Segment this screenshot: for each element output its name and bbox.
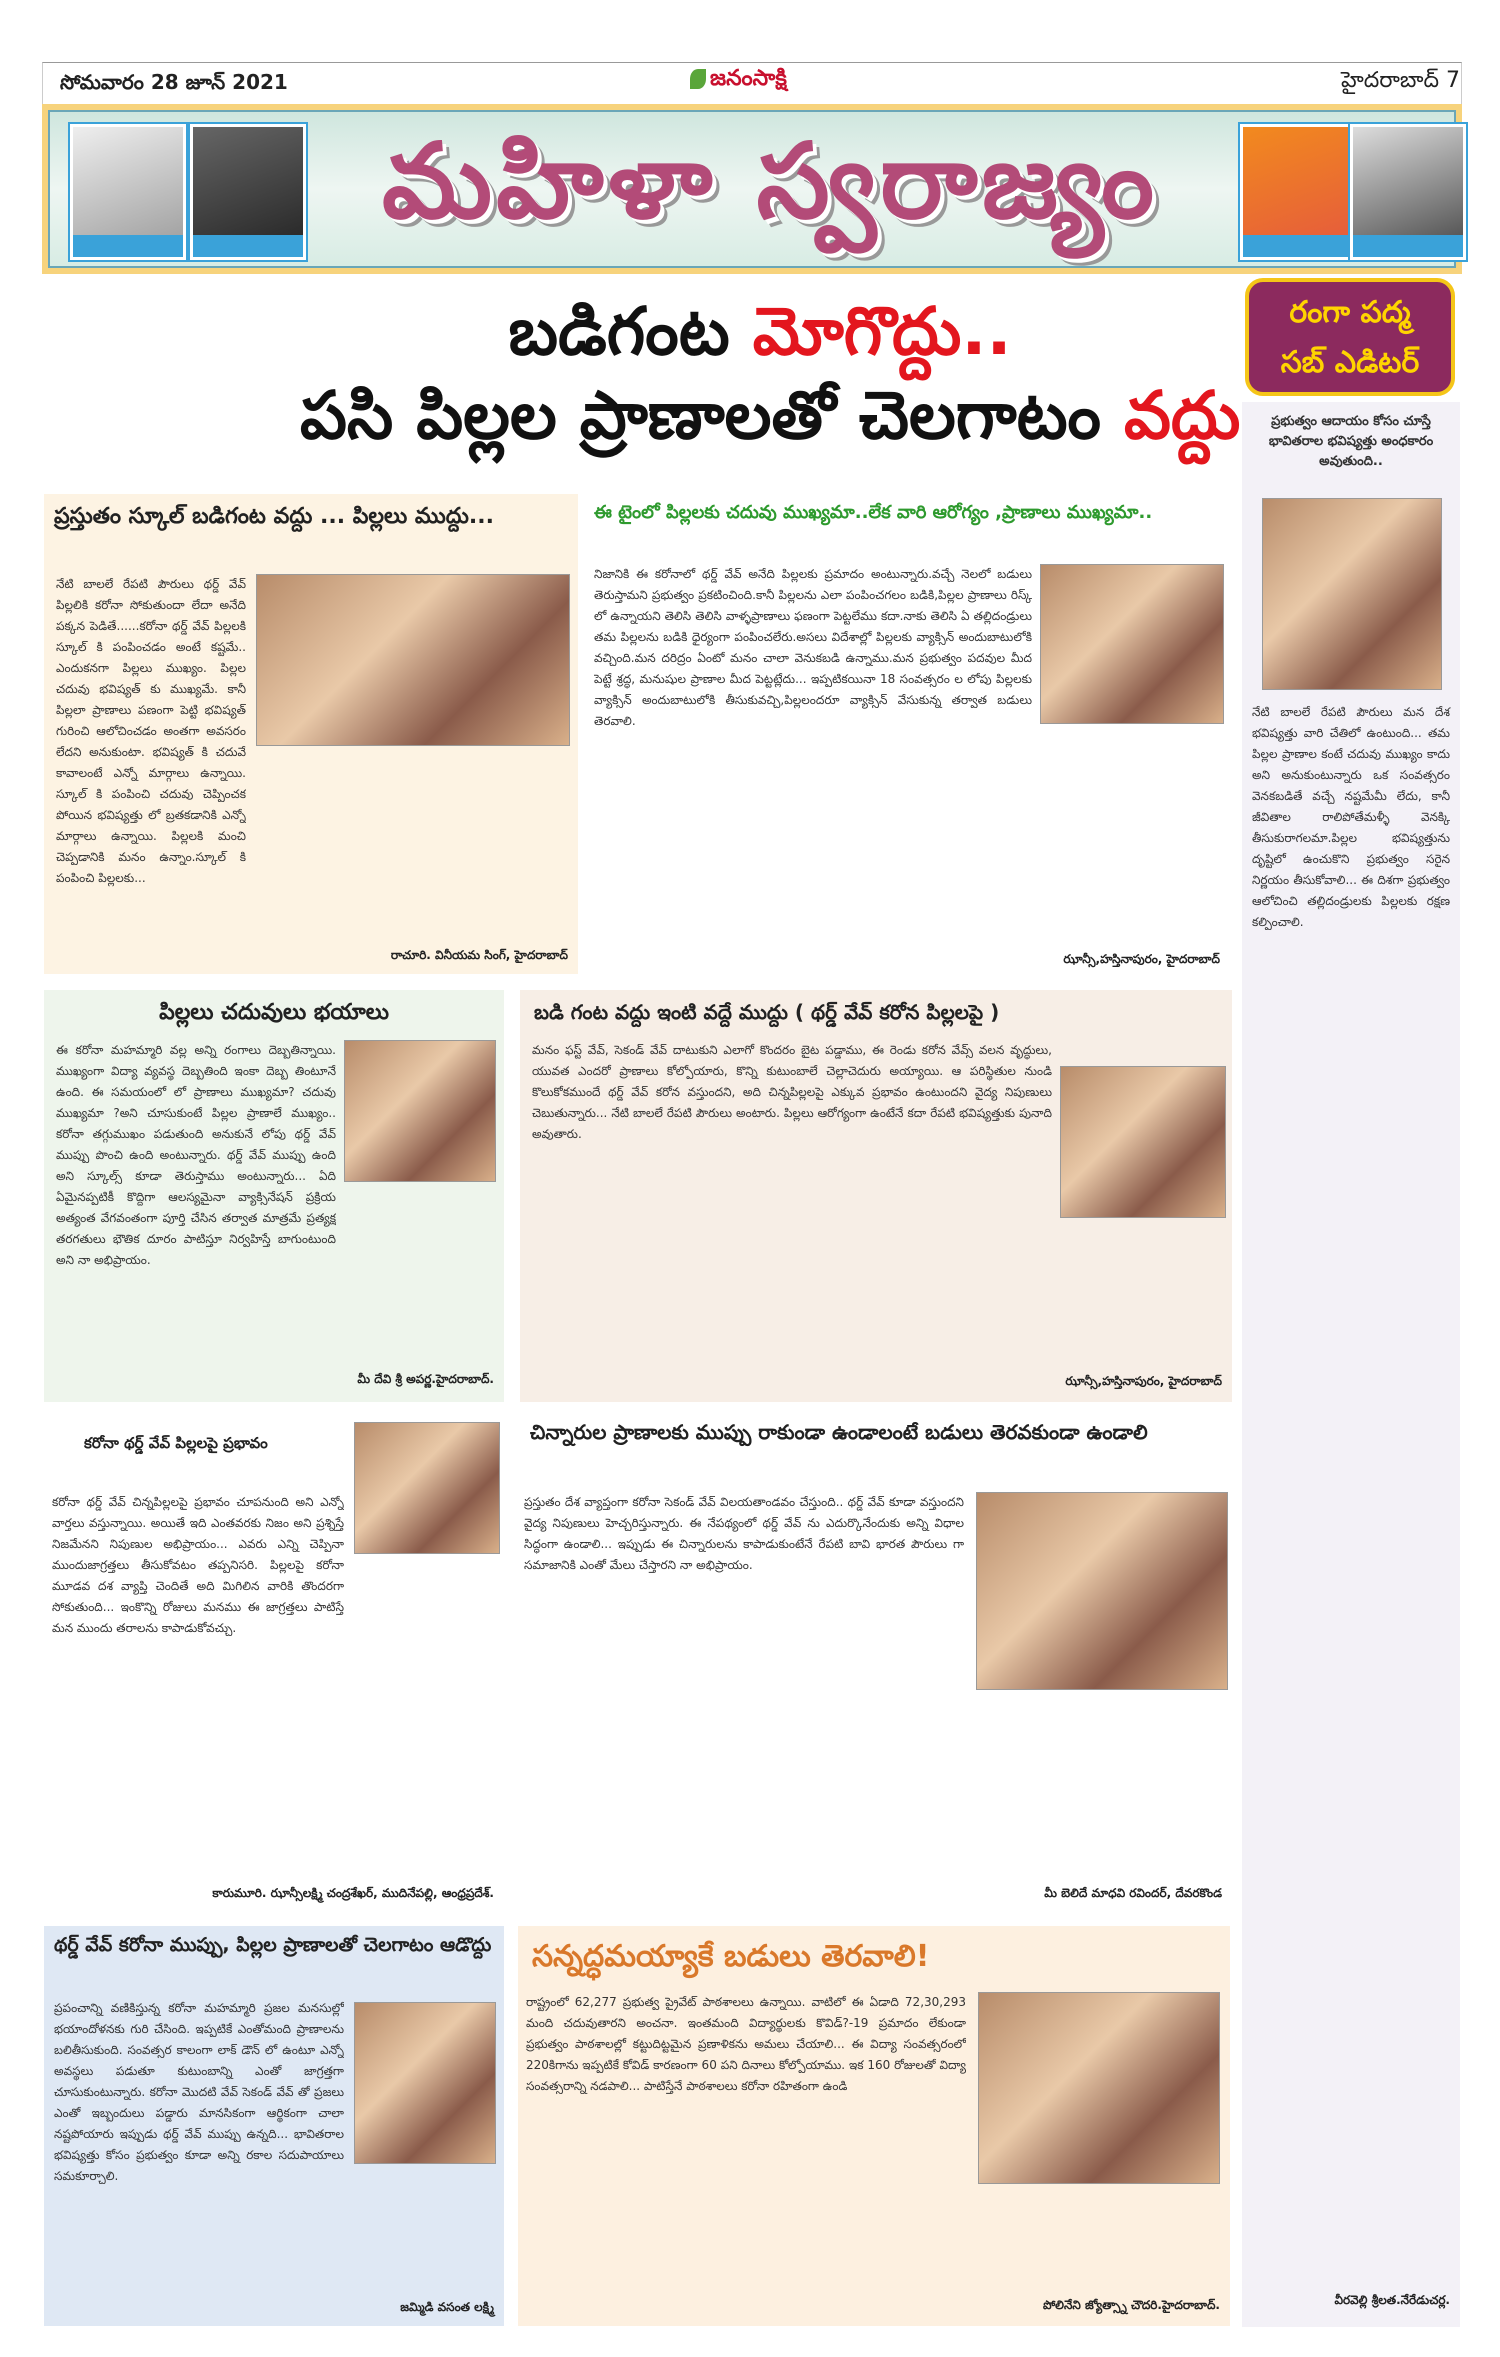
city-page-number: హైదరాబాద్ 7: [1341, 68, 1460, 93]
editor-badge: [1245, 278, 1455, 396]
article-title: ప్రస్తుతం స్కూల్ బడిగంట వద్దు ... పిల్లలు ముద్దు...: [54, 504, 494, 529]
pull-quote: ప్రభుత్వం ఆదాయం కోసం చూస్తే భావితరాల భవిష్యత్తు అంధకారం అవుతుంది..: [1268, 414, 1434, 469]
article-7: [44, 1926, 504, 2326]
article-photo: [978, 1992, 1220, 2184]
article-8: [518, 1926, 1230, 2326]
editor-name: రంగా పద్మ: [1289, 295, 1411, 330]
article-photo: [976, 1492, 1228, 1690]
article-signature: మీ బెలిదే మాధవి రవిందర్, దేవరకొండ: [1044, 1886, 1222, 1900]
article-body: కరోనా థర్డ్ వేవ్ చిన్నపిల్లలపై ప్రభావం చూపనుంది అని ఎన్నో వార్తలు వస్తున్నాయి. అయితే ఇది ఎంతవరకు నిజం అని ప్రశ్నిస్తే నిజమేనని నిపుణుల అభిప్రాయం... ఎవరు ఎన్ని చెప్పినా ముందుజాగ్రత్తలు తీసుకోవటం తప్పనిసరి. పిల్లలపై కరోనా మూడవ దశ వ్యాప్తి చెందితే అది మిగిలిన వారికి తొందరగా సోకుతుంది... ఇంకొన్ని రోజులు మనము ఈ జాగ్రత్తలు పాటిస్తే మన ముందు తరాలను కాపాడుకోవచ్చు.: [52, 1495, 344, 1635]
article-photo: [1060, 1066, 1226, 1218]
article-title: పిల్లలు చదువులు భయాలు: [159, 1000, 389, 1025]
article-body: ఈ కరోనా మహమ్మారి వల్ల అన్ని రంగాలు దెబ్బతిన్నాయి. ముఖ్యంగా విద్యా వ్యవస్థ దెబ్బతింది ఇంకా దెబ్బ తింటూనే ఉంది. ఈ సమయంలో లో ప్రాణాలు ముఖ్యమా? చదువు ముఖ్యమా ?అని చూసుకుంటే పిల్లల ప్రాణాలే ముఖ్యం.. కరోనా తగ్గుముఖం పడుతుంది అనుకునే లోపు థర్డ్ వేవ్ ముప్పు పొంచి ఉంది అంటున్నారు. థర్డ్ వేవ్ ముప్పు ఉంది అని స్కూల్స్ కూడా తెరుస్తాము అంటున్నారు... ఏది ఏమైనప్పటికీ కొద్దిగా ఆలస్యమైనా వ్యాక్సినేషన్ ప్రక్రియ అత్యంత వేగవంతంగా పూర్తి చేసిన తర్వాత మాత్రమే ప్రత్యక్ష తరగతులు భౌతిక దూరం పాటిస్తూ నిర్వహిస్తే బాగుంటుంది అని నా అభిప్రాయం.: [56, 1043, 336, 1267]
article-2: [590, 494, 1230, 974]
article-signature: మీ దేవి శ్రీ అపర్ణ.హైదరాబాద్.: [357, 1372, 494, 1386]
article-title: బడి గంట వద్దు ఇంటి వద్దే ముద్దు ( థర్డ్ వేవ్ కరోన పిల్లలపై ): [534, 1000, 1000, 1024]
family-photo: [1262, 498, 1442, 690]
article-body: ప్రస్తుతం దేశ వ్యాప్తంగా కరోనా సెకండ్ వేవ్ విలయతాండవం చేస్తుంది.. థర్డ్ వేవ్ కూడా వస్తుందని వైద్య నిపుణులు హెచ్చరిస్తున్నారు. ఈ నేపథ్యంలో థర్డ్ వేవ్ ను ఎదుర్కొనేందుకు అన్ని విధాల సిద్ధంగా ఉండాలి... ఇప్పుడు ఈ చిన్నారులను కాపాడుకుంటేనే రేపటి బావి భారత పౌరులు గా సమాజానికి ఎంతో మేలు చేస్తారని నా అభిప్రాయం.: [524, 1495, 964, 1572]
article-1: [44, 494, 578, 974]
article-title: కరోనా థర్డ్ వేవ్ పిల్లలపై ప్రభావం: [84, 1434, 268, 1452]
newspaper-logo: [690, 66, 787, 96]
article-signature: జమ్మిడి వసంత లక్ష్మి: [400, 2300, 494, 2314]
article-photo: [354, 2002, 496, 2164]
article-photo: [256, 574, 570, 746]
article-4: [520, 990, 1232, 1402]
section-banner: [42, 104, 1462, 274]
section-title: మహిళా స్వరాజ్యం: [382, 120, 1158, 242]
portrait-image-3: [1240, 124, 1356, 260]
article-title: థర్డ్ వేవ్ కరోనా ముప్పు, పిల్లల ప్రాణాలతో చెలగాటం ఆడొద్దు: [54, 1934, 492, 1956]
portrait-image-2: [190, 124, 306, 260]
article-title: చిన్నారుల ప్రాణాలకు ముప్పు రాకుండా ఉండాలంటే బడులు తెరవకుండా ఉండాలి: [530, 1420, 1148, 1444]
logo-text: జనంసాక్షి: [710, 66, 787, 91]
article-body: నేటి బాలలే రేపటి పౌరులు మన దేశ భవిష్యత్తు వారి చేతిలో ఉంటుంది... తమ పిల్లల ప్రాణాల కంటే చదువు ముఖ్యం కాదు అని అనుకుంటున్నారు ఒక సంవత్సరం వెనకబడితే వచ్చే నష్టమేమీ లేదు, కానీ జీవితాల రాలిపోతేమళ్ళీ వెనక్కి తీసుకురాగలమా.పిల్లల భవిష్యత్తును దృష్టిలో ఉంచుకొని ప్రభుత్వం సరైన నిర్ణయం తీసుకోవాలి... ఈ దిశగా ప్రభుత్వం ఆలోచించి తల్లిదండ్రులకు పిల్లలకు రక్షణ కల్పించాలి.: [1252, 705, 1450, 929]
article-body: నిజానికి ఈ కరోనాలో థర్డ్ వేవ్ అనేది పిల్లలకు ప్రమాదం అంటున్నారు.వచ్చే నెలలో బడులు తెరుస్తామని ప్రభుత్వం ప్రకటించింది.కానీ పిల్లలను ఎలా పంపించగలం బడికి,పిల్లల ప్రాణాలు రిస్క్ లో ఉన్నాయని తెలిసి తెలిసి వాళ్ళప్రాణాలు ఫణంగా పెట్టలేము కదా.నాకు తెలిసి ఏ తల్లిదండ్రులు తమ పిల్లలను బడికి ధైర్యంగా పంపించలేరు.అసలు విదేశాల్లో పిల్లలకు వ్యాక్సిన్ అందుబాటులోకి వచ్చింది.మన దరిద్రం ఏంటో మనం చాలా వెనుకబడి ఉన్నాము.మన ప్రభుత్వం పదవుల మీద పెట్టే శ్రద్ధ, మనుషుల ప్రాణాల మీద పెట్టట్లేదు... ఇప్పటికయినా 18 సంవత్సరం ల లోపు పిల్లలకు వ్యాక్సిన్ అందుబాటులోకి తీసుకువచ్చి,పిల్లలందరూ వ్యాక్సిన్ వేసుకున్న తర్వాత బడులు తెరవాలి.: [594, 567, 1032, 728]
leaf-icon: [690, 69, 706, 89]
portrait-image-4: [1350, 124, 1466, 260]
article-5: [44, 1412, 504, 1912]
article-photo: [1040, 564, 1224, 724]
editor-role: సబ్ ఎడిటర్: [1280, 345, 1420, 380]
article-photo: [344, 1040, 496, 1182]
article-body: ప్రపంచాన్ని వణికిస్తున్న కరోనా మహమ్మారి ప్రజల మనసుల్లో భయాందోళనకు గురి చేసింది. ఇప్పటికే ఎంతోమంది ప్రాణాలను బలితీసుకుంది. సంవత్సర కాలంగా లాక్ డౌన్ లో ఉంటూ ఎన్నో అవస్థలు పడుతూ కుటుంబాన్ని ఎంతో జాగ్రత్తగా చూసుకుంటున్నారు. కరోనా మొదటి వేవ్ సెకండ్ వేవ్ తో ప్రజలు ఎంతో ఇబ్బందులు పడ్డారు మానసికంగా ఆర్థికంగా చాలా నష్టపోయారు ఇప్పుడు థర్డ్ వేవ్ ముప్పు ఉన్నది... భావితరాల భవిష్యత్తు కోసం ప్రభుత్వం కూడా అన్ని రకాల సదుపాయాలు సమకూర్చాలి.: [54, 2001, 344, 2183]
main-headline: బడిగంట మోగొద్దు.. పసి పిల్లల ప్రాణాలతో చెలగాటం వద్దు: [300, 293, 1241, 454]
article-signature: ఝాన్సీ,హస్తినాపురం, హైదరాబాద్: [1063, 952, 1220, 966]
article-body: మనం ఫస్ట్ వేవ్, సెకండ్ వేవ్ దాటుకుని ఎలాగో కొందరం బైట పడ్డాము, ఈ రెండు కరోన వేవ్స్ వలన వృద్ధులు, యువత ఎందరో ప్రాణాలు కోల్పోయారు, కొన్ని కుటుంబాలే చెల్లాచెదురు అయ్యాయి. ఆ పరిస్థితుల నుండి కొలుకోకముందే థర్డ్ వేవ్ కరోన వస్తుందని, అది చిన్నపిల్లలపై ఎక్కువ ప్రభావం ఉంటుందని వైద్య నిపుణులు చెబుతున్నారు... నేటి బాలలే రేపటి పౌరులు అంటారు. పిల్లలు ఆరోగ్యంగా ఉంటేనే కదా రేపటి భవిష్యత్తుకు పునాది అవుతారు.: [532, 1043, 1052, 1141]
article-signature: రాచూరి. వినీయమ సింగ్, హైదరాబాద్: [390, 948, 568, 962]
article-title: ఈ టైంలో పిల్లలకు చదువు ముఖ్యమా..లేక వారి ఆరోగ్యం ,ప్రాణాలు ముఖ్యమా..: [594, 502, 1153, 523]
portrait-image-1: [70, 124, 186, 260]
article-signature: కారుమూరి. ఝాన్సీలక్ష్మి చంద్రశేఖర్, ముదినేపల్లి, ఆంధ్రప్రదేశ్.: [212, 1886, 494, 1900]
article-signature: పోలినేని జ్యోత్స్నా చౌదరి.హైదరాబాద్.: [1042, 2298, 1220, 2312]
article-signature: ఝాన్సీ,హస్తినాపురం, హైదరాబాద్: [1065, 1374, 1222, 1388]
issue-date: సోమవారం 28 జూన్ 2021: [60, 70, 288, 94]
article-3: [44, 990, 504, 1402]
article-title: సన్నద్ధమయ్యాకే బడులు తెరవాలి!: [532, 1939, 930, 1974]
article-photo: [354, 1422, 500, 1554]
article-body: నేటి బాలలే రేపటి పౌరులు థర్డ్ వేవ్ పిల్లలికి కరోనా సోకుతుందా లేదా అనేది పక్కన పెడితే......కరోనా థర్డ్ వేవ్ పిల్లలకి స్కూల్ కి పంపించడం అంటే కష్టమే.. ఎందుకనగా పిల్లలు ముఖ్యం. పిల్లల చదువు భవిష్యత్ కు ముఖ్యమే. కానీ పిల్లలా ప్రాణాలు పణంగా పెట్టి భవిష్యత్ గురించి ఆలోచించడం అంతగా అవసరం లేదని అనుకుంటా. భవిష్యత్ కి చదువే కావాలంటే ఎన్నో మార్గాలు ఉన్నాయి. స్కూల్ కి పంపించి చదువు చెప్పించక పోయిన భవిష్యత్తు లో బ్రతకడానికి ఎన్నో మార్గాలు ఉన్నాయి. పిల్లలకి మంచి చెప్పడానికి మనం ఉన్నాం.స్కూల్ కి పంపించి పిల్లలకు...: [56, 577, 246, 885]
right-column-article: [1242, 402, 1460, 2327]
article-body: రాష్ట్రంలో 62,277 ప్రభుత్వ ప్రైవేట్ పాఠశాలలు ఉన్నాయి. వాటిలో ఈ ఏడాది 72,30,293 మంది చదువుతారని అంచనా. ఇంతమంది విద్యార్థులకు కొవిడ్?-19 ప్రమాదం లేకుండా ప్రభుత్వం పాఠశాలల్లో కట్టుదిట్టమైన ప్రణాళికను అమలు చేయాలి... ఈ విద్యా సంవత్సరంలో 220కిగాను ఇప్పటికే కోవిడ్ కారణంగా 60 పని దినాలు కోల్పోయాము. ఇక 160 రోజులతో విద్యా సంవత్సరాన్ని నడపాలి... పాటిస్తేనే పాఠశాలలు కరోనా రహితంగా ఉండి: [526, 1995, 966, 2093]
article-6: [520, 1412, 1232, 1912]
article-signature: వీరవెల్లి శ్రీలత.నేరేడుచర్ల.: [1334, 2293, 1450, 2307]
